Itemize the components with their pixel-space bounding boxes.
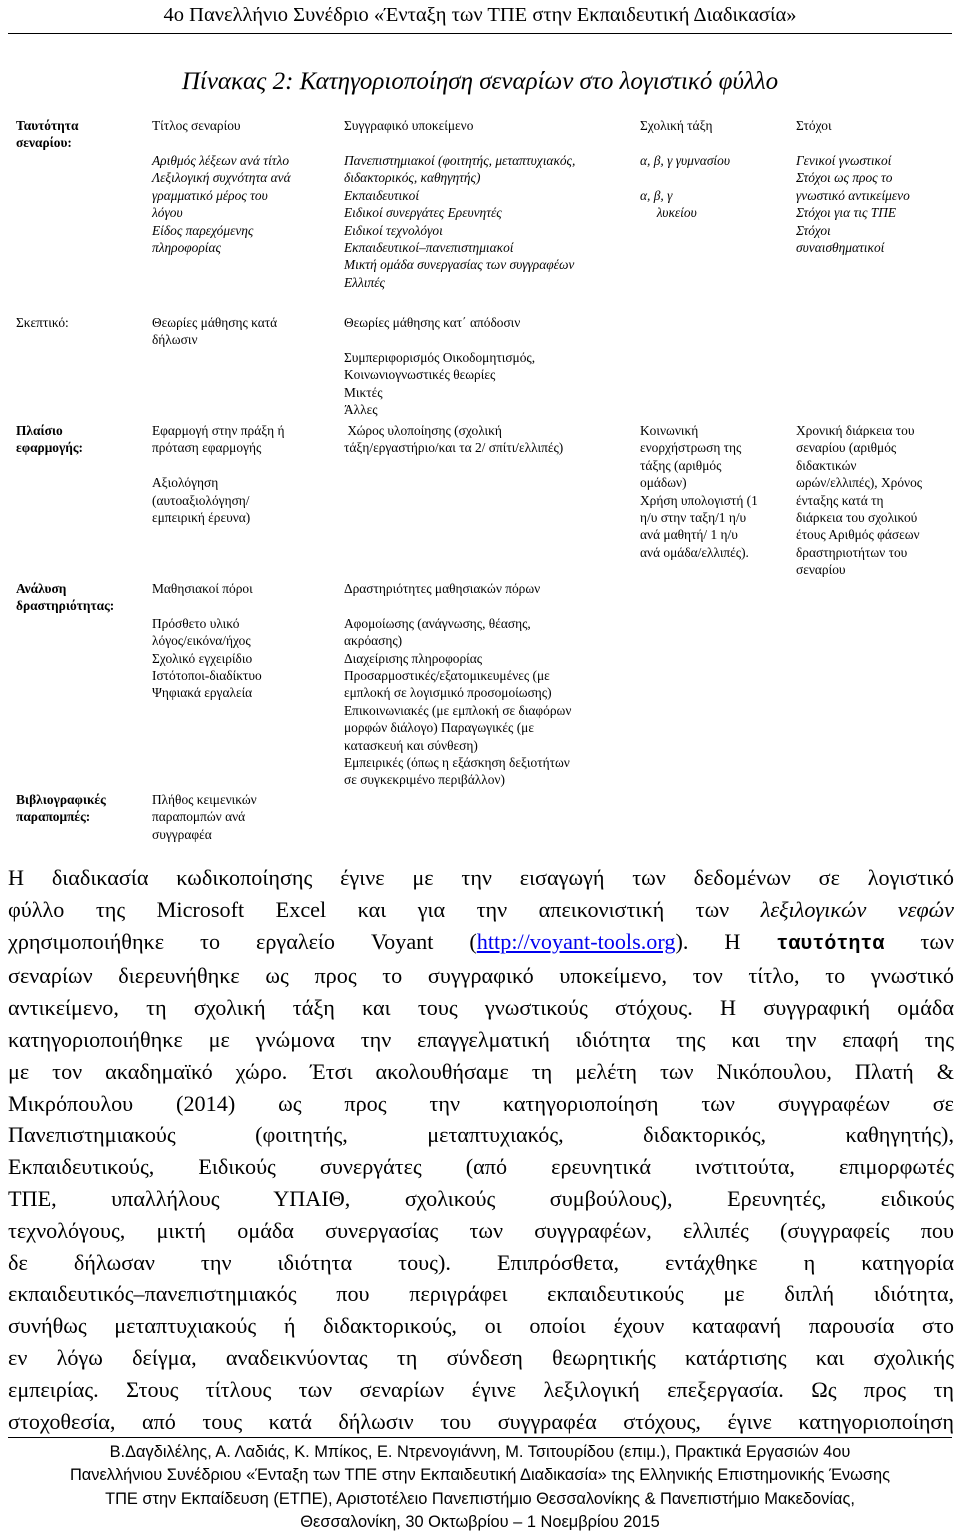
cell-line: Γενικοί γνωστικοί	[796, 153, 892, 168]
cell-line: γνωστικό αντικείμενο	[796, 187, 910, 203]
cell-line: ένταξης κατά τη	[796, 492, 884, 508]
cell-line	[344, 331, 634, 348]
cell-line: Πρόσθετο υλικό	[152, 615, 240, 631]
body-line: στοχοθεσία, από τους κατά δήλωσιν του συγγραφέα στόχους, έγινε κατηγοριοποίηση	[8, 1408, 954, 1434]
footer-line: Πανελλήνιου Συνέδριου «Ένταξη των ΤΠΕ στην Εκπαιδευτική Διαδικασία» της Ελληνικής Επιστημονικής Ένωσης	[69, 1466, 891, 1485]
cell-line: διδακτικών	[796, 457, 857, 473]
body-line: αντικείμενο, τη σχολική τάξη και τους γνωστικούς στόχους. Η συγγραφική ομάδα	[8, 995, 954, 1021]
cell-line: ομάδων)	[640, 475, 687, 491]
body-italic-run: λεξιλογικών νεφών	[760, 896, 954, 922]
cell-line: δήλωσιν	[152, 332, 198, 348]
cell-line: Εκπαιδευτικοί–πανεπιστημιακοί	[344, 240, 514, 256]
cell-line: Κοινωνική	[640, 423, 699, 438]
cell-line: δραστηριοτήτων του	[796, 544, 908, 560]
body-text-run: φύλλο της Microsoft Excel και για την απεικονιστική των	[8, 896, 761, 922]
cell-line: Μαθησιακοί πόροι	[152, 581, 253, 596]
row-label-activity: Ανάλυση δραστηριότητας:	[16, 581, 115, 614]
cell-line: συναισθηματικοί	[796, 240, 885, 256]
cell-line: ακρόασης)	[344, 633, 403, 649]
references-count	[152, 791, 322, 843]
body-line: εμπειρίας. Στους τίτλους των σεναρίων έγινε λεξιλογική επεξεργασία. Ως προς τη	[8, 1376, 954, 1402]
cell-line: λυκείου	[640, 205, 697, 221]
rationale-attributed-theories	[344, 314, 634, 418]
cell-line	[152, 457, 320, 474]
cell-line: Χώρος υλοποίησης (σχολική	[344, 423, 502, 438]
cell-line: ανά ομάδα/ελλιπές).	[640, 544, 749, 560]
cell-line: Άλλες	[344, 402, 378, 418]
cell-line: γραμματικό μέρος του	[152, 187, 268, 203]
context-orchestration	[640, 422, 775, 561]
cell-line: συγγραφέα	[152, 826, 212, 842]
body-line: με τον ακαδημαϊκό χώρο. Έτσι ακολουθήσαμε τη μελέτη των Νικόπουλου, Πλατή &	[8, 1058, 954, 1084]
cell-line: Ψηφιακά εργαλεία	[152, 685, 253, 701]
footer-line: Θεσσαλονίκη, 30 Οκτωβρίου – 1 Νοεμβρίου 2015	[300, 1513, 660, 1532]
cell-line: ενορχήστρωση της	[640, 440, 742, 456]
col-head-title: Τίτλος σεναρίου	[152, 118, 241, 133]
header-rule	[8, 33, 952, 34]
cell-line: Εφαρμογή στην πράξη ή	[152, 423, 285, 438]
body-line	[8, 894, 954, 926]
body-line: Πανεπιστημιακούς (φοιτητής, μεταπτυχιακός, διδακτορικός, καθηγητής),	[8, 1122, 954, 1148]
col-head-goals: Στόχοι	[796, 118, 832, 133]
body-line: εκπαιδευτικός–πανεπιστημιακός που περιγράφει εκπαιδευτικούς με διπλή ιδιότητα,	[8, 1281, 954, 1307]
cell-line: λόγου	[152, 205, 183, 221]
row-label-context: Πλαίσιο εφαρμογής:	[16, 423, 83, 456]
row-label-rationale: Σκεπτικό:	[16, 315, 69, 330]
cell-line	[640, 169, 780, 186]
context-application	[152, 422, 320, 526]
context-location	[344, 422, 634, 457]
cell-line: ωρών/ελλιπές), Χρόνος	[796, 475, 923, 491]
cell-line: Ειδικοί συνεργάτες Ερευνητές	[344, 205, 502, 221]
cell-line: κατασκευή και σύνθεση)	[344, 737, 478, 753]
row-label-references: Βιβλιογραφικές παραπομπές:	[16, 792, 106, 825]
cell-line: Συμπεριφορισμός Οικοδομητισμός,	[344, 349, 536, 365]
cell-line: λόγος/εικόνα/ήχος	[152, 633, 251, 649]
body-line: συνήθως μεταπτυχιακούς ή διδακτορικούς, οι οποίοι έχουν καταφανή παρουσία στο	[8, 1313, 954, 1339]
voyant-link[interactable]: http://voyant-tools.org	[476, 928, 676, 954]
cell-line	[344, 597, 634, 614]
cell-line: Δραστηριότητες μαθησιακών πόρων	[344, 581, 541, 596]
row-label-identity: Ταυτότητα σεναρίου:	[16, 118, 79, 151]
cell-line: (αυτοαξιολόγηση/	[152, 492, 250, 508]
table-title: Πίνακας 2: Κατηγοριοποίηση σεναρίων στο λογιστικό φύλλο	[181, 68, 779, 95]
col-head-author: Συγγραφικό υποκείμενο	[344, 118, 474, 133]
cell-line: Λεξιλογική συχνότητα ανά	[152, 170, 291, 186]
cell-line: τάξης (αριθμός	[640, 457, 722, 473]
cell-line: Ελλιπές	[344, 274, 385, 290]
body-line: Εκπαιδευτικούς, Ειδικούς συνεργάτες (από ερευνητικά ινστιτούτα, επιμορφωτές	[8, 1154, 954, 1180]
cell-line: εμπλοκή σε λογισμικό προσομοίωσης)	[344, 685, 552, 701]
cell-line: η/υ στην ταξη/1 η/υ	[640, 510, 747, 526]
cell-line: Μικτή ομάδα συνεργασίας των συγγραφέων	[344, 257, 575, 273]
cell-line: Σχολικό εγχειρίδιο	[152, 650, 253, 666]
body-text-run: ). Η	[675, 928, 777, 954]
cell-line: Πλήθος κειμενικών	[152, 792, 257, 807]
cell-line: Στόχοι για τις ΤΠΕ	[796, 205, 897, 221]
body-line	[8, 926, 954, 961]
cell-line: Αφομοίωσης (ανάγνωσης, θέασης,	[344, 615, 531, 631]
cell-line: Στόχοι ως προς το	[796, 170, 893, 186]
body-line: ΤΠΕ, υπαλλήλους ΥΠΑΙΘ, σχολικούς συμβούλους), Ερευνητές, ειδικούς	[8, 1185, 954, 1211]
footer-line: ΤΠΕ στην Εκπαίδευση (ΕΤΠΕ), Αριστοτέλειο Πανεπιστήμιο Θεσσαλονίκης & Πανεπιστήμιο Μακεδονίας,	[105, 1489, 855, 1508]
body-line: εν λόγω δείγμα, αναδεικνύοντας τη σύνδεση θεωρητικής κατάρτισης και σχολικής	[8, 1344, 954, 1370]
cell-line: μορφών διάλογο) Παραγωγικές (με	[344, 720, 534, 736]
cell-line: Εκπαιδευτικοί	[344, 187, 420, 203]
body-line: σεναρίων διερευνήθηκε ως προς το συγγραφικό υποκείμενο, τον τίτλο, το γνωστικό	[8, 963, 954, 989]
cell-line: πληροφορίας	[152, 240, 221, 256]
cell-line: σε συγκεκριμένο περιβάλλον)	[344, 772, 505, 788]
cell-line	[152, 597, 322, 614]
cell-line: σεναρίου	[796, 562, 846, 578]
activity-types	[344, 580, 634, 789]
running-header: 4ο Πανελλήνιο Συνέδριο «Ένταξη των ΤΠΕ στην Εκπαιδευτική Διαδικασία»	[163, 4, 797, 26]
cell-line: α, β, γ γυμνασίου	[640, 153, 730, 168]
body-line: τεχνολόγους, μικτή ομάδα συνεργασίας των συγγραφέων, ελλιπές (συγγραφείς που	[8, 1217, 954, 1243]
identity-goal-types	[796, 152, 951, 256]
rationale-declared-theories	[152, 314, 302, 349]
body-bold-run: ταυτότητα	[776, 932, 885, 956]
cell-line: Στόχοι	[796, 222, 831, 238]
body-paragraph	[8, 862, 954, 1437]
body-text-run: χρησιμοποιήθηκε το εργαλείο Voyant (	[8, 928, 477, 954]
body-line: δε δήλωσαν την ιδιότητα τους). Επιπρόσθετα, εντάχθηκε η κατηγορία	[8, 1249, 954, 1275]
cell-line: Θεωρίες μάθησης κατ΄ απόδοσιν	[344, 315, 521, 330]
cell-line: Εμπειρικές (όπως η εξάσκηση δεξιοτήτων	[344, 755, 570, 771]
context-duration	[796, 422, 951, 579]
cell-line: Ιστότοποι-διαδίκτυο	[152, 668, 262, 684]
activity-resources	[152, 580, 322, 702]
cell-line: Χρήση υπολογιστή (1	[640, 492, 758, 508]
cell-line: Θεωρίες μάθησης κατά	[152, 315, 278, 330]
cell-line: ανά μαθητή/ 1 η/υ	[640, 527, 738, 543]
identity-title-criteria	[152, 152, 327, 256]
body-line: Η διαδικασία κωδικοποίησης έγινε με την εισαγωγή των δεδομένων σε λογιστικό	[8, 865, 954, 890]
body-text-run: των	[884, 928, 954, 954]
cell-line: τάξη/εργαστήριο/και τα 2/ σπίτι/ελλιπές)	[344, 440, 564, 456]
cell-line: α, β, γ	[640, 187, 673, 203]
cell-line: Ειδικοί τεχνολόγοι	[344, 222, 443, 238]
cell-line: διάρκεια του σχολικού	[796, 510, 918, 526]
identity-grade-levels	[640, 152, 780, 222]
col-head-grade: Σχολική τάξη	[640, 118, 713, 133]
identity-author-categories	[344, 152, 634, 291]
cell-line: έτους Αριθμός φάσεων	[796, 527, 920, 543]
cell-line: Διαχείρισης πληροφορίας	[344, 650, 483, 666]
cell-line: εμπειρική έρευνα)	[152, 510, 251, 526]
cell-line: Πανεπιστημιακοί (φοιτητής, μεταπτυχιακός,	[344, 153, 576, 168]
body-line: Μικρόπουλου (2014) ως προς την κατηγοριοποίηση των συγγραφέων σε	[8, 1090, 954, 1116]
body-line: κατηγοριοποιήθηκε με γνώμονα την επαγγελματική ιδιότητα της και την επαφή της	[8, 1026, 954, 1052]
cell-line: Επικοινωνιακές (με εμπλοκή σε διαφόρων	[344, 702, 572, 718]
cell-line: Είδος παρεχόμενης	[152, 222, 254, 238]
cell-line: πρόταση εφαρμογής	[152, 440, 262, 456]
cell-line: Αξιολόγηση	[152, 475, 219, 491]
cell-line: Χρονική διάρκεια του	[796, 423, 915, 438]
cell-line: Μικτές	[344, 384, 383, 400]
cell-line: Αριθμός λέξεων ανά τίτλο	[152, 153, 290, 168]
footer-rule	[8, 1437, 952, 1438]
cell-line: διδακτορικός, καθηγητής)	[344, 170, 481, 186]
running-footer	[0, 1441, 960, 1535]
footer-line: Β.Δαγδιλέλης, Α. Λαδιάς, Κ. Μπίκος, Ε. Ντρενογιάννη, Μ. Τσιτουρίδου (επιμ.), Πρακτικά Εργασιών 4ου	[109, 1443, 851, 1461]
cell-line: σεναρίου (αριθμός	[796, 440, 897, 456]
cell-line: Κοινωνιογνωστικές θεωρίες	[344, 367, 496, 383]
cell-line: Προσαρμοστικές/εξατομικευμένες (με	[344, 668, 550, 684]
cell-line: παραπομπών ανά	[152, 809, 246, 825]
